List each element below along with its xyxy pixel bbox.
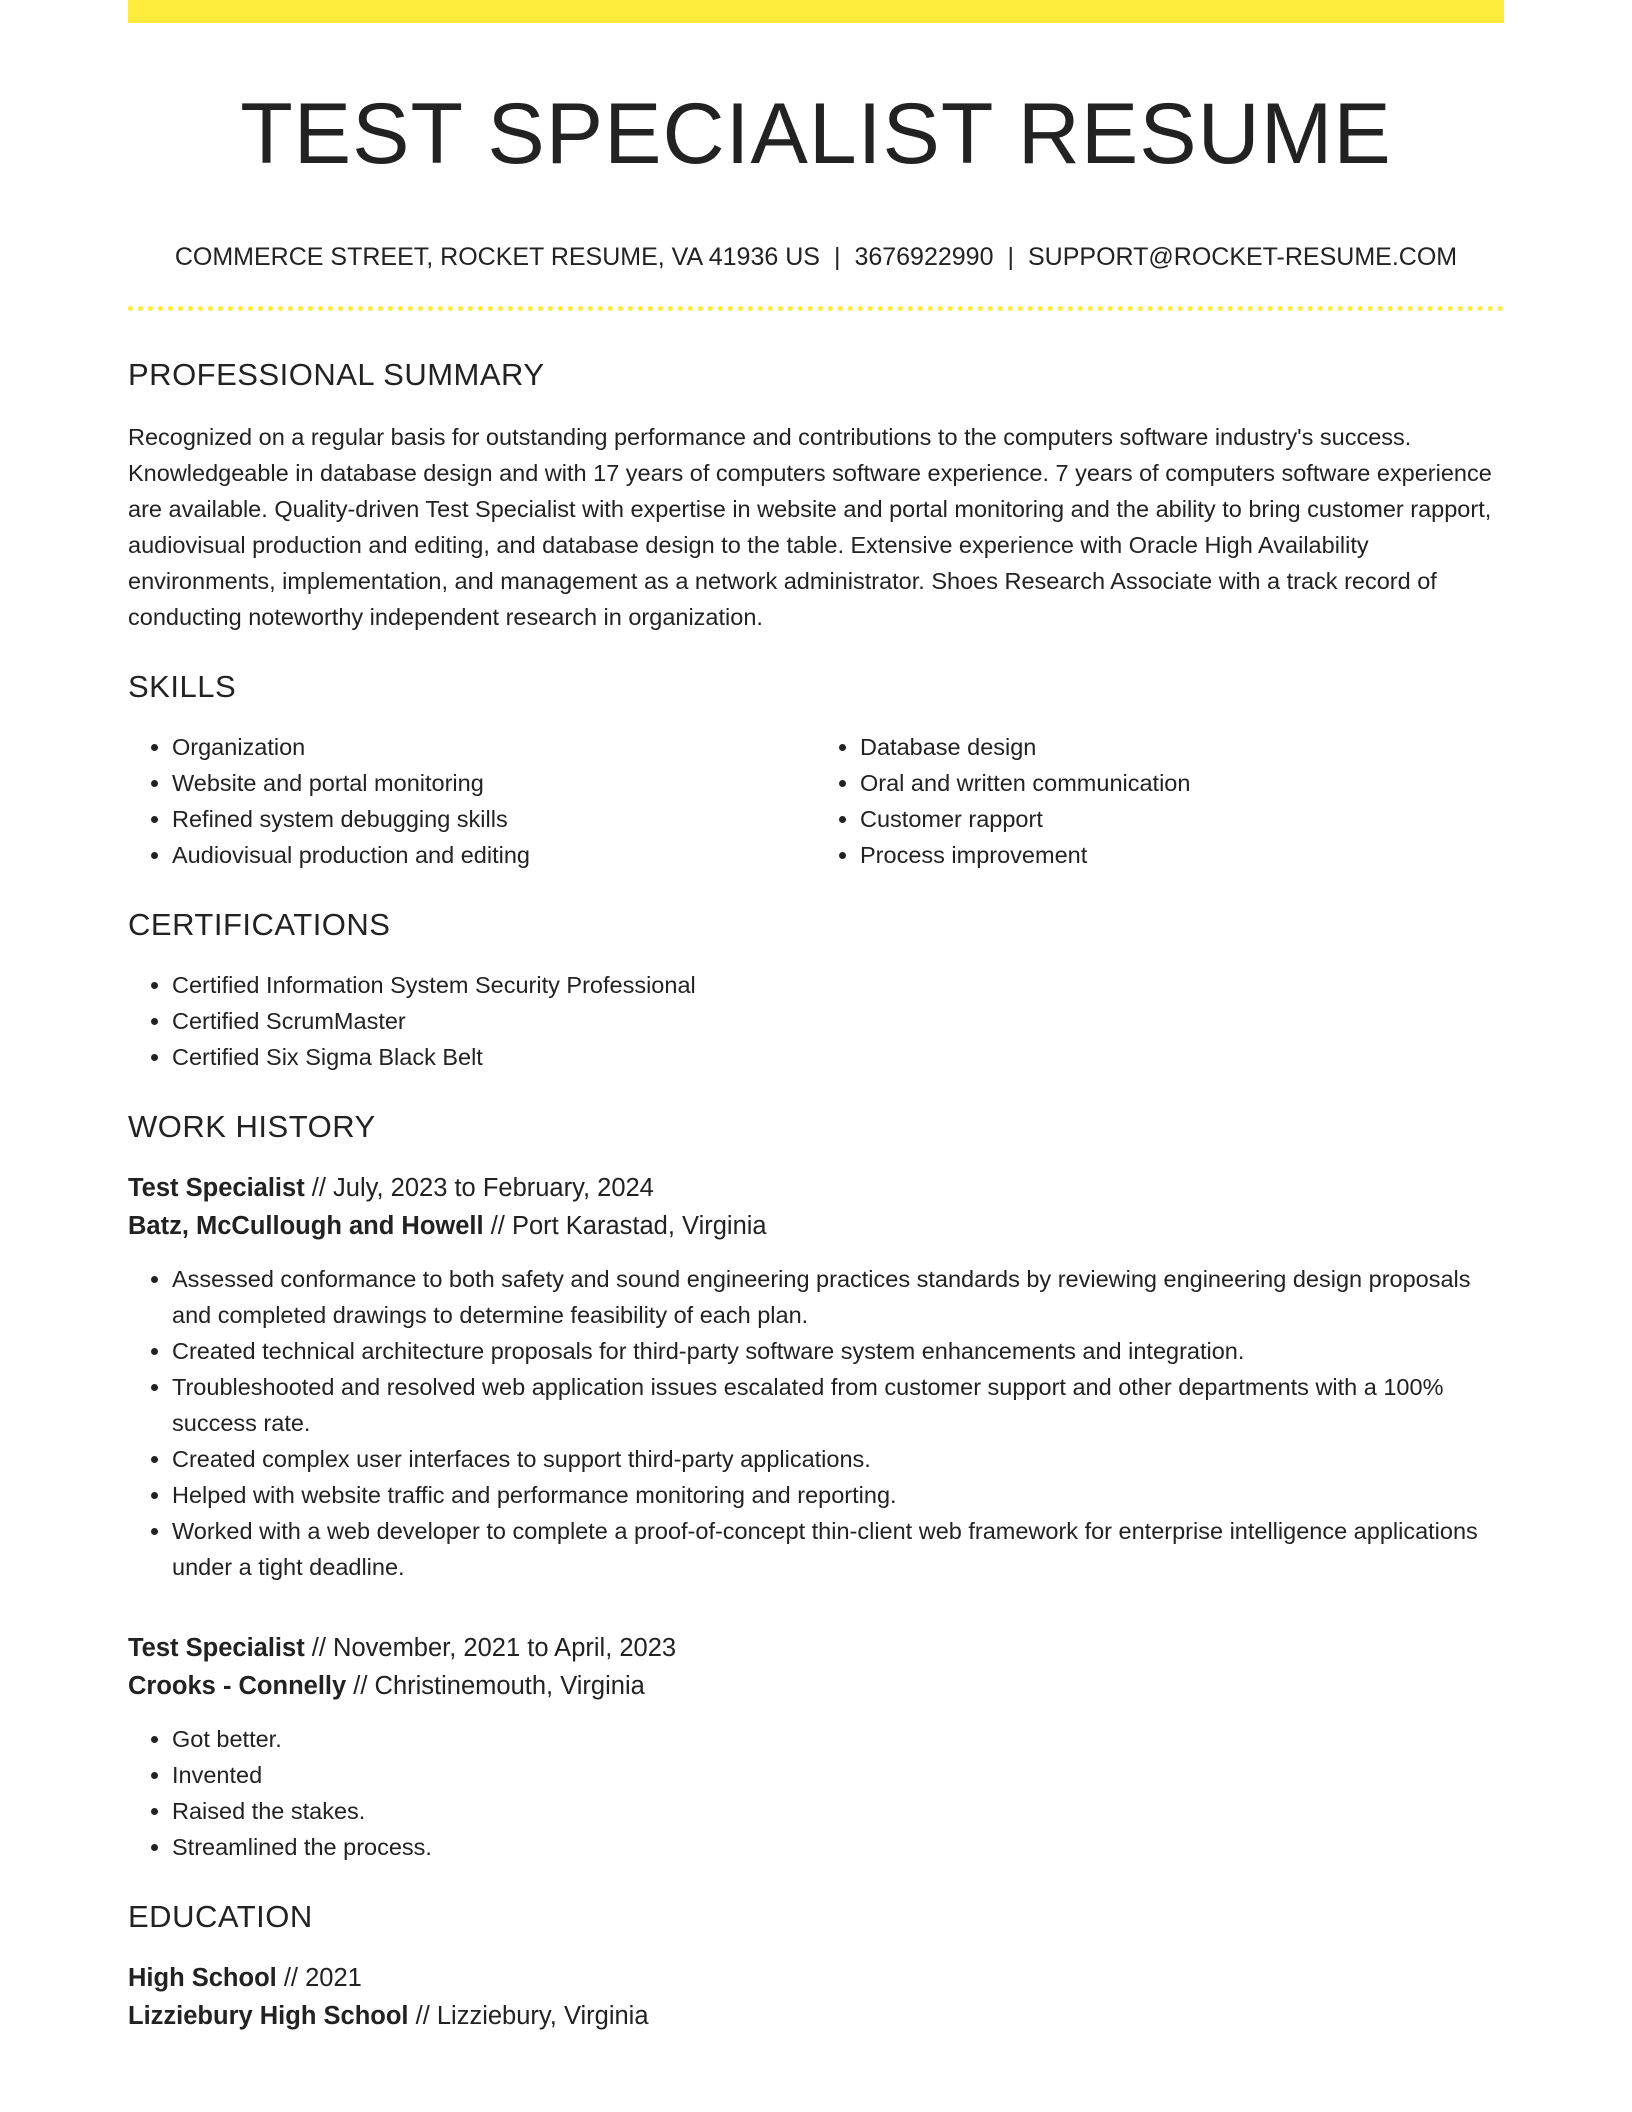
job-role-line: [128, 1629, 1504, 1667]
contact-line: [128, 242, 1504, 272]
contact-email: SUPPORT@ROCKET-RESUME.COM: [1027, 242, 1458, 271]
accent-top-bar: [128, 0, 1504, 23]
job-entry: [128, 1629, 1504, 1865]
certifications-section: [128, 907, 1504, 1075]
job-bullet: • Invented: [172, 1757, 1504, 1793]
job-bullet: • Created technical architecture proposals for third-party software system enhancements and integration.: [172, 1333, 1504, 1369]
job-bullet: • Streamlined the process.: [172, 1829, 1504, 1865]
resume-page: [128, 0, 1504, 2035]
certification-item: • Certified ScrumMaster: [172, 1003, 1504, 1039]
summary-text: Recognized on a regular basis for outstanding performance and contributions to the computers software industry's success. Knowledgeable in database design and with 17 years of computers software experience. 7 years of computers software experience are available. Quality-driven Test Specialist with expertise in website and portal monitoring and the ability to bring customer rapport, audiovisual production and editing, and database design to the table. Extensive experience with Oracle High Availability environments, implementation, and management as a network administrator. Shoes Research Associate with a track record of conducting noteworthy independent research in organization.: [128, 423, 1492, 630]
education-school: Lizziebury High School: [128, 2001, 409, 2030]
job-company-line: [128, 1207, 1504, 1245]
certifications-list: [128, 967, 1504, 1075]
section-title-summary: PROFESSIONAL SUMMARY: [128, 356, 545, 392]
skills-section: [128, 669, 1504, 873]
section-title-work-history: WORK HISTORY: [128, 1108, 376, 1144]
education-location: // Lizziebury, Virginia: [415, 2001, 649, 2030]
contact-separator: |: [833, 242, 841, 271]
job-location: // Port Karastad, Virginia: [490, 1211, 767, 1240]
skill-item: • Audiovisual production and editing: [172, 837, 816, 873]
skill-item: • Organization: [172, 729, 816, 765]
education-degree: High School: [128, 1963, 277, 1992]
job-bullet: • Assessed conformance to both safety and sound engineering practices standards by reviewing engineering design proposals and completed drawings to determine feasibility of each plan.: [172, 1261, 1504, 1333]
job-entry: [128, 1169, 1504, 1585]
job-company: Batz, McCullough and Howell: [128, 1211, 484, 1240]
education-entry: [128, 1959, 1504, 2035]
skill-item: • Website and portal monitoring: [172, 765, 816, 801]
dotted-divider: [128, 306, 1504, 311]
skill-item: • Customer rapport: [860, 801, 1504, 837]
work-history-section: [128, 1109, 1504, 1865]
education-degree-line: [128, 1959, 1504, 1997]
skills-list-right: [816, 729, 1504, 873]
job-company: Crooks - Connelly: [128, 1671, 347, 1700]
skills-grid: [128, 729, 1504, 873]
section-title-skills: SKILLS: [128, 668, 237, 704]
job-bullet: • Raised the stakes.: [172, 1793, 1504, 1829]
job-bullet: • Worked with a web developer to complete a proof-of-concept thin-client web framework for enterprise intelligence applications under a tight deadline.: [172, 1513, 1504, 1585]
certification-item: • Certified Six Sigma Black Belt: [172, 1039, 1504, 1075]
job-bullet: • Helped with website traffic and performance monitoring and reporting.: [172, 1477, 1504, 1513]
education-section: [128, 1899, 1504, 2035]
contact-separator: |: [1007, 242, 1014, 271]
skill-item: • Process improvement: [860, 837, 1504, 873]
job-location: // Christinemouth, Virginia: [353, 1671, 645, 1700]
section-title-education: EDUCATION: [128, 1898, 313, 1934]
contact-phone: 3676922990: [854, 242, 994, 271]
job-role-line: [128, 1169, 1504, 1207]
education-year: // 2021: [283, 1963, 362, 1992]
skill-item: • Oral and written communication: [860, 765, 1504, 801]
job-bullet: • Created complex user interfaces to support third-party applications.: [172, 1441, 1504, 1477]
skill-item: • Refined system debugging skills: [172, 801, 816, 837]
job-dates: // November, 2021 to April, 2023: [311, 1633, 677, 1662]
certification-item: • Certified Information System Security Professional: [172, 967, 1504, 1003]
skills-list-left: [128, 729, 816, 873]
job-bullets: [128, 1261, 1504, 1585]
section-title-certifications: CERTIFICATIONS: [128, 906, 391, 942]
resume-title: TEST SPECIALIST RESUME: [240, 86, 1392, 182]
job-bullets: [128, 1721, 1504, 1865]
education-school-line: [128, 1997, 1504, 2035]
job-bullet: • Got better.: [172, 1721, 1504, 1757]
job-company-line: [128, 1667, 1504, 1705]
job-role: Test Specialist: [128, 1633, 305, 1662]
skill-item: • Database design: [860, 729, 1504, 765]
contact-address: COMMERCE STREET, ROCKET RESUME, VA 41936 US: [174, 242, 820, 271]
job-dates: // July, 2023 to February, 2024: [311, 1173, 654, 1202]
job-role: Test Specialist: [128, 1173, 305, 1202]
job-bullet: • Troubleshooted and resolved web application issues escalated from customer support and other departments with a 100% success rate.: [172, 1369, 1504, 1441]
